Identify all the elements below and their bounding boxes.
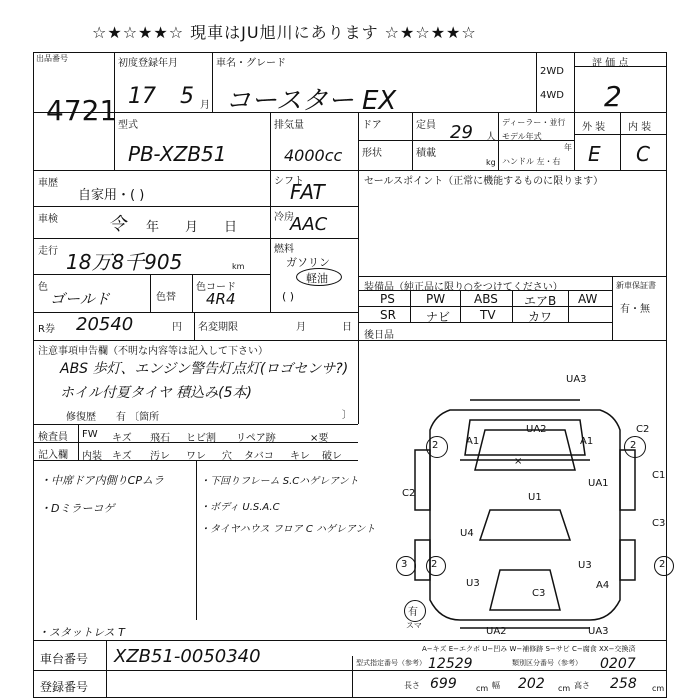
diag-u3-left: U3 bbox=[466, 578, 480, 589]
height-label: 高さ bbox=[574, 681, 590, 690]
remark-6: ・スタットレス T bbox=[38, 626, 125, 639]
diag-ua2: UA2 bbox=[526, 424, 547, 435]
damage-legend: A−キズ E−エクボ U−凹み W−補修跡 S−サビ C−腐食 XX−交換済 bbox=[422, 645, 636, 653]
diag-u1: U1 bbox=[528, 492, 542, 503]
fuel-label: 燃料 bbox=[274, 244, 294, 255]
reg-month-unit: 月 bbox=[200, 100, 210, 111]
diag-ua3-bottom: UA3 bbox=[588, 626, 609, 637]
reg-no-label: 登録番号 bbox=[40, 680, 89, 694]
type-designation: 12529 bbox=[428, 656, 473, 672]
inspection-marks: 年 月 日 bbox=[146, 220, 238, 235]
mark-in-scratch: キズ bbox=[112, 451, 132, 462]
interior-label: 内 装 bbox=[628, 122, 652, 133]
2wd-label: 2WD bbox=[540, 66, 564, 77]
remark-5: ・タイヤハウス フロア C ハゲレアント bbox=[200, 524, 376, 535]
equipment-label: 装備品（純正品に限り○をつけてください） bbox=[364, 282, 563, 293]
diag-c1: C1 bbox=[652, 470, 666, 481]
width-unit: cm bbox=[558, 684, 571, 693]
inspection-label: 車検 bbox=[38, 214, 58, 225]
diag-circle2-bl: 2 bbox=[431, 559, 438, 570]
mark-need: ×要 bbox=[310, 433, 329, 444]
shift-label: シフト bbox=[274, 176, 304, 187]
eq-aw: AW bbox=[578, 292, 598, 306]
diag-c2-left: C2 bbox=[402, 488, 416, 499]
diag-u3-right: U3 bbox=[578, 560, 592, 571]
diag-ua3-top: UA3 bbox=[566, 374, 587, 385]
eq-pw: PW bbox=[426, 292, 446, 306]
notes-title: 注意事項申告欄（不明な内容等は記入して下さい） bbox=[38, 346, 268, 357]
mark-break: ワレ bbox=[186, 451, 206, 462]
color-value: ゴールド bbox=[50, 290, 110, 308]
after-label: 後日品 bbox=[364, 330, 394, 341]
diag-ua2-bottom: UA2 bbox=[486, 626, 507, 637]
remark-4: ・ボディ U.S.A.C bbox=[200, 502, 280, 513]
length-label: 長さ bbox=[404, 681, 420, 690]
car-name-label: 車名・グレード bbox=[216, 58, 286, 69]
mark-interior: 内装 bbox=[82, 451, 102, 462]
shape-label: 形状 bbox=[362, 148, 382, 159]
ac-value: AAC bbox=[290, 214, 328, 235]
exterior-label: 外 装 bbox=[582, 122, 606, 133]
fuel-selected: 軽油 bbox=[306, 272, 328, 285]
width-value: 202 bbox=[518, 676, 545, 692]
remark-2: ・Dミラーコゲ bbox=[40, 502, 115, 515]
load-label: 積載 bbox=[416, 148, 436, 159]
kg-label: kg bbox=[486, 158, 496, 167]
mark-dirt: 汚レ bbox=[150, 451, 170, 462]
eq-abs: ABS bbox=[474, 292, 498, 306]
width-label: 幅 bbox=[492, 681, 500, 690]
mark-crack: ヒビ割 bbox=[186, 433, 216, 444]
exterior-grade: E bbox=[588, 142, 601, 166]
capacity: 29 bbox=[450, 122, 473, 143]
height-unit: cm bbox=[652, 684, 665, 693]
diag-u4: U4 bbox=[460, 528, 474, 539]
reg-year: 17 bbox=[128, 84, 156, 109]
color-code-label: 色コード bbox=[196, 282, 236, 293]
diag-x: × bbox=[514, 456, 523, 467]
eval-label: 評 価 点 bbox=[592, 58, 629, 69]
car-name: コースター EX bbox=[225, 86, 397, 116]
year-unit: 年 bbox=[564, 143, 572, 152]
recycle-label: R券 bbox=[38, 324, 55, 335]
diag-yu: 有 bbox=[408, 607, 418, 618]
remark-3: ・下回りフレーム S.Cハゲレアント bbox=[200, 476, 359, 487]
model-type: PB-XZB51 bbox=[128, 142, 227, 166]
mark-tear: 破レ bbox=[322, 451, 342, 462]
banner: ☆★☆★★☆ 現車はJU旭川にあります ☆★☆★★☆ bbox=[92, 23, 477, 42]
handle-label: ハンドル 左・右 bbox=[502, 157, 561, 166]
eq-navi: ナビ bbox=[426, 310, 451, 324]
history-label: 車歴 bbox=[38, 178, 58, 189]
mark-repair: リペア跡 bbox=[236, 433, 276, 444]
mark-scratch: キズ bbox=[112, 433, 132, 444]
type-designation-label: 型式指定番号（参考） bbox=[356, 659, 426, 667]
lot-label: 出品番号 bbox=[36, 54, 68, 63]
capacity-unit: 人 bbox=[486, 132, 496, 143]
height-value: 258 bbox=[610, 676, 637, 692]
displacement-label: 排気量 bbox=[274, 120, 304, 131]
diag-circle2-left: 2 bbox=[432, 440, 439, 451]
eval-score: 2 bbox=[604, 80, 622, 113]
doors-label: ドア bbox=[362, 120, 382, 131]
displacement: 4000cc bbox=[284, 146, 343, 165]
ac-label: 冷房 bbox=[274, 212, 294, 223]
color-change-label: 色替 bbox=[156, 292, 176, 303]
diag-circle3: 3 bbox=[401, 559, 408, 570]
warranty-vals: 有・無 bbox=[620, 304, 650, 315]
diag-a1-right: A1 bbox=[580, 436, 594, 447]
dealer-label: ディーラー・並行 bbox=[502, 118, 566, 127]
chassis-label: 車台番号 bbox=[40, 652, 89, 666]
name-change-month: 月 bbox=[296, 322, 306, 333]
repair-close: 〕 bbox=[342, 410, 352, 421]
history-value: 自家用・( ) bbox=[78, 188, 145, 203]
reg-date-label: 初度登録年月 bbox=[118, 58, 178, 69]
category: 0207 bbox=[600, 656, 636, 672]
eq-sr: SR bbox=[380, 308, 396, 322]
km-label: km bbox=[232, 262, 245, 271]
remark-1: ・中席ドア内側りCPムラ bbox=[40, 474, 164, 487]
color-code: 4R4 bbox=[206, 290, 236, 308]
reg-month: 5 bbox=[180, 84, 194, 109]
diag-c3-bottom: C3 bbox=[532, 588, 546, 599]
diag-c3-right: C3 bbox=[652, 518, 666, 529]
mileage-value: 18万8千905 bbox=[66, 250, 183, 274]
mark-cut: キレ bbox=[290, 451, 310, 462]
notes-line2: ホイル付夏タイヤ 積込み(5本) bbox=[60, 385, 253, 401]
notes-line1: ABS 歩灯、エンジン警告灯点灯(ロゴセンサ?) bbox=[60, 361, 349, 377]
length-value: 699 bbox=[430, 676, 457, 692]
model-year-label: モデル年式 bbox=[502, 132, 542, 141]
fuel-gasoline: ガソリン bbox=[286, 256, 330, 269]
shift-value: FAT bbox=[290, 180, 325, 204]
name-change-day: 日 bbox=[342, 322, 352, 333]
mark-hole: 穴 bbox=[222, 451, 232, 462]
4wd-label: 4WD bbox=[540, 90, 564, 101]
lot-number: 4721 bbox=[46, 94, 118, 127]
diag-circle2-br: 2 bbox=[659, 559, 666, 570]
recycle-yen: 円 bbox=[172, 322, 182, 333]
recorder-label: 記入欄 bbox=[38, 450, 68, 461]
diag-ua1: UA1 bbox=[588, 478, 609, 489]
vehicle-diagram bbox=[380, 370, 670, 640]
recycle-value: 20540 bbox=[76, 314, 134, 335]
diag-a1-left: A1 bbox=[466, 436, 480, 447]
sales-point-label: セールスポイント（正常に機能するものに限ります） bbox=[364, 176, 604, 187]
mark-chip: 飛石 bbox=[150, 433, 170, 444]
repair-label: 修復歴 bbox=[66, 412, 96, 423]
diag-suma: スマ bbox=[406, 621, 422, 630]
fuel-paren: ( ) bbox=[282, 290, 295, 303]
diag-circle2-right: 2 bbox=[630, 440, 637, 451]
eq-ps: PS bbox=[380, 292, 395, 306]
mileage-label: 走行 bbox=[38, 246, 58, 257]
warranty-label: 新車保証書 bbox=[616, 281, 656, 290]
eq-airbag: エアB bbox=[524, 294, 557, 308]
name-change-label: 名変期限 bbox=[198, 322, 238, 333]
capacity-label: 定員 bbox=[416, 120, 436, 131]
mark-tobacco: タバコ bbox=[244, 451, 274, 462]
category-label: 類別区分番号（参考） bbox=[512, 659, 582, 667]
color-label: 色 bbox=[38, 282, 48, 293]
diag-c2-right: C2 bbox=[636, 424, 650, 435]
repair-values: 有 〔箇所 bbox=[116, 412, 160, 423]
eq-leather: カワ bbox=[528, 310, 553, 324]
mark-fw: FW bbox=[82, 429, 98, 440]
eq-tv: TV bbox=[480, 308, 496, 322]
interior-grade: C bbox=[636, 142, 650, 166]
diag-a4: A4 bbox=[596, 580, 610, 591]
inspector-label: 検査員 bbox=[38, 432, 68, 443]
length-unit: cm bbox=[476, 684, 489, 693]
model-type-label: 型式 bbox=[118, 120, 138, 131]
chassis-number: XZB51-0050340 bbox=[114, 646, 261, 667]
inspection-value: 令 bbox=[108, 214, 126, 235]
